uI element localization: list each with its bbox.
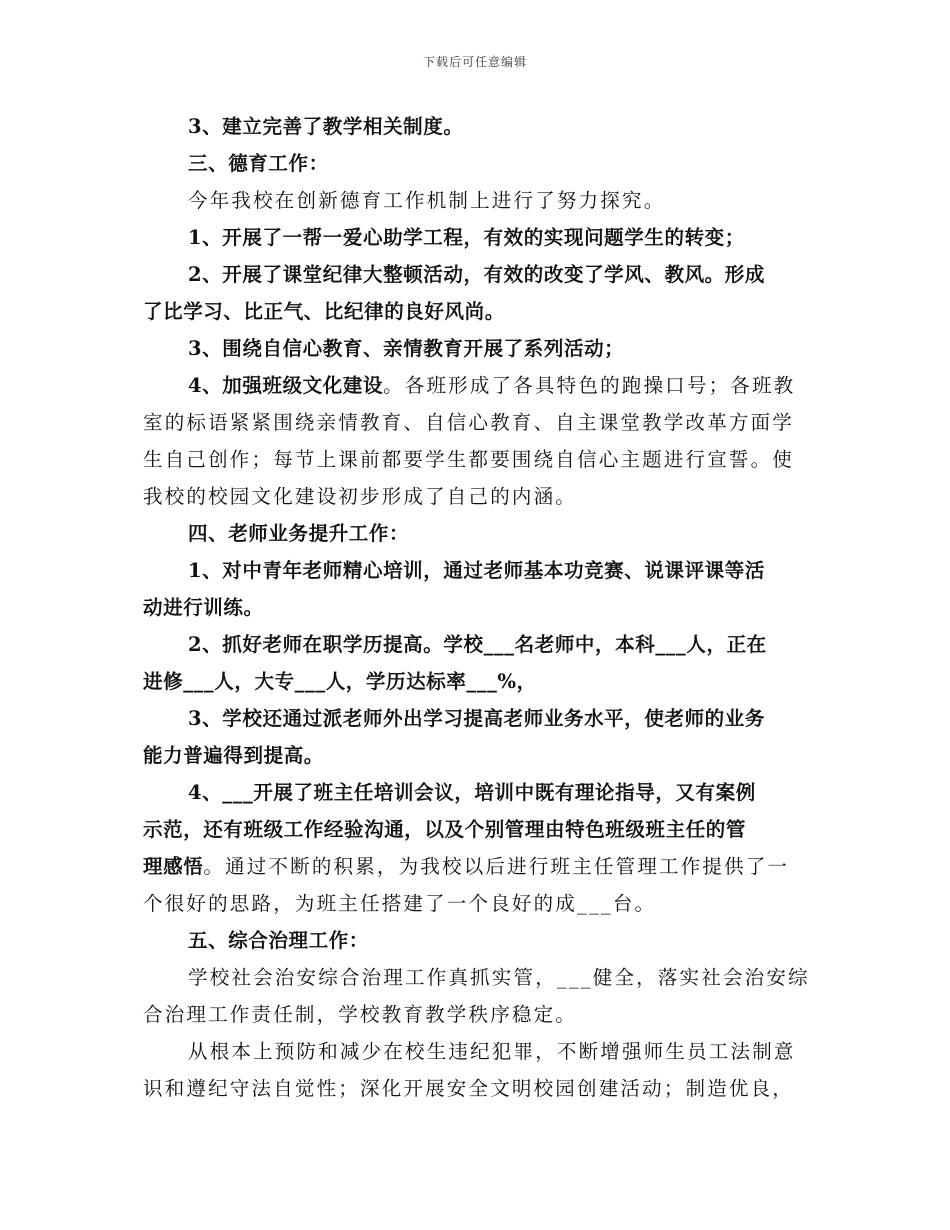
bold-segment: 4、加强班级文化建设 [188, 374, 384, 397]
paragraph-line: 合治理工作责任制，学校教育教学秩序稳定。 [143, 1003, 578, 1026]
paragraph-line: 从根本上预防和减少在校生违纪犯罪，不断增强师生员工法制意 [188, 1040, 796, 1063]
section-heading: 四、老师业务提升工作： [188, 522, 410, 545]
text-segment: 。各班形成了各具特色的跑操口号；各班教 [383, 374, 796, 397]
paragraph-line: 了比学习、比正气、比纪律的良好风尚。 [143, 300, 505, 323]
section-heading: 五、综合治理工作： [188, 929, 369, 952]
paragraph-line: 3、学校还通过派老师外出学习提高老师业务水平，使老师的业务 [188, 707, 765, 730]
paragraph-line: 识和遵纪守法自觉性；深化开展安全文明校园创建活动；制造优良， [143, 1077, 795, 1100]
paragraph-line: 1、开展了一帮一爱心助学工程，有效的实现问题学生的转变； [188, 226, 745, 249]
paragraph-line [143, 848, 811, 885]
paragraph-line: 示范，还有班级工作经验沟通，以及个别管理由特色班级班主任的管 [143, 818, 747, 841]
paragraph-line: 3、建立完善了教学相关制度。 [188, 115, 464, 138]
paragraph-line: 我校的校园文化建设初步形成了自己的内涵。 [143, 485, 578, 508]
paragraph-line: 动进行训练。 [143, 596, 264, 619]
document-body [143, 108, 811, 1107]
section-heading: 三、德育工作： [188, 152, 329, 175]
paragraph-line: 进修___人，大专___人，学历达标率___%， [143, 670, 537, 693]
paragraph-line: 个很好的思路，为班主任搭建了一个良好的成___台。 [143, 892, 657, 915]
paragraph-line: 学校社会治安综合治理工作真抓实管，___健全，落实社会治安综 [188, 966, 810, 989]
paragraph-line: 1、对中青年老师精心培训，通过老师基本功竞赛、说课评课等活 [188, 559, 765, 582]
paragraph-line: 今年我校在创新德育工作机制上进行了努力探究。 [188, 189, 666, 212]
paragraph-line: 生自己创作；每节上课前都要学生都要围绕自信心主题进行宣誓。使 [143, 448, 795, 471]
paragraph-line: 4、___开展了班主任培训会议，培训中既有理论指导，又有案例 [188, 781, 756, 804]
paragraph-line [143, 367, 811, 404]
paragraph-line: 室的标语紧紧围绕亲情教育、自信心教育、自主课堂教学改革方面学 [143, 411, 795, 434]
paragraph-line: 3、围绕自信心教育、亲情教育开展了系列活动； [188, 337, 625, 360]
text-segment: 。通过不断的积累，为我校以后进行班主任管理工作提供了一 [203, 855, 790, 878]
page-header: 下载后可任意编辑 [422, 55, 527, 69]
bold-segment: 理感悟 [143, 855, 204, 878]
paragraph-line: 2、开展了课堂纪律大整顿活动，有效的改变了学风、教风。形成 [188, 263, 765, 286]
paragraph-line: 2、抓好老师在职学历提高。学校___名老师中，本科___人，正在 [188, 633, 767, 656]
paragraph-line: 能力普遍得到提高。 [143, 744, 324, 767]
